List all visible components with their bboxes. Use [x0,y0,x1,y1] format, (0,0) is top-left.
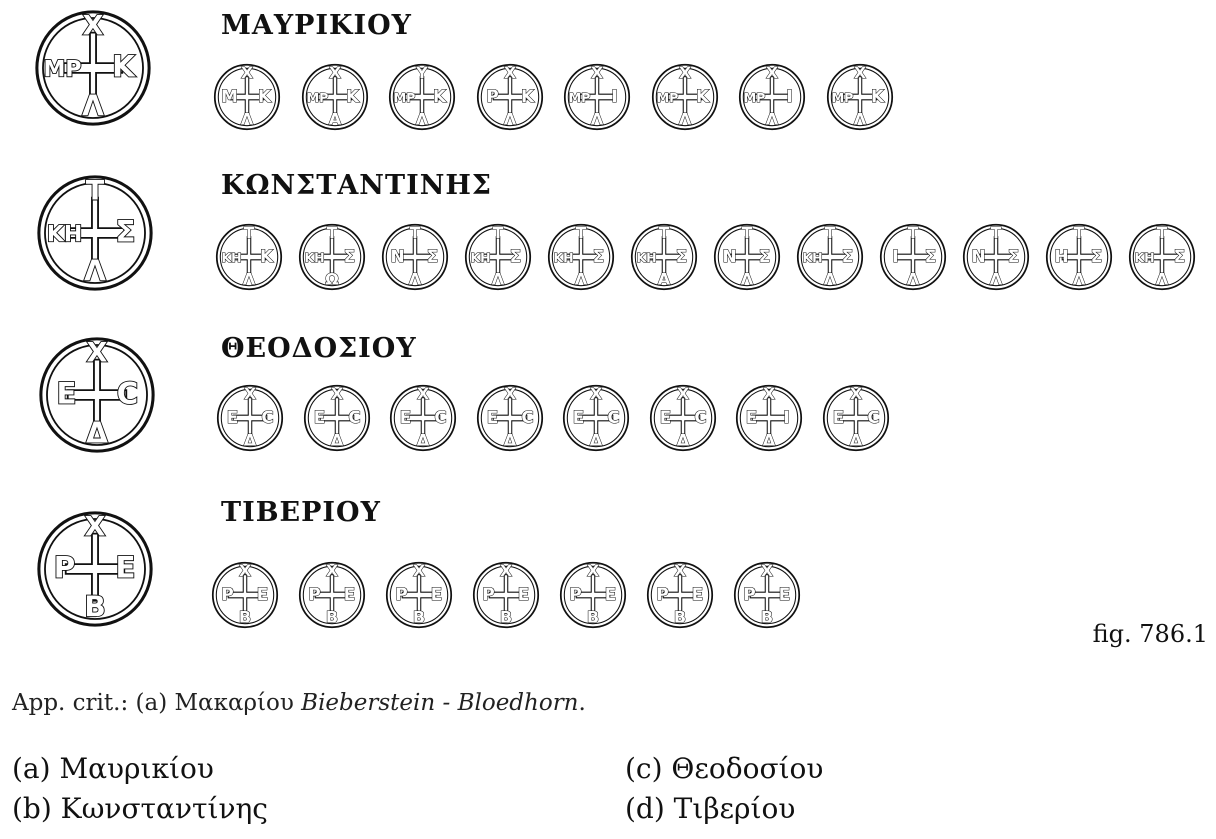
monogram-letter-bottom: Δ [416,430,430,450]
monogram-letter-left: Ε [313,406,325,427]
monogram-variant-row-1 [387,62,457,132]
monogram-variant-row-1 [737,62,807,132]
monogram-variant-row-4 [732,560,802,630]
monogram-letter-top: Χ [761,561,773,580]
monogram-letter-right: Κ [432,85,447,106]
monogram-letter-bottom: Λ [503,109,516,129]
app-crit-prefix: App. crit.: (a) Μακαρίου [12,690,294,716]
monogram-main-row-1 [32,7,154,129]
monogram-letter-left: Μ [221,85,238,106]
monogram-letter-top: Χ [766,63,778,82]
monogram-variant-row-2 [380,222,450,292]
monogram-letter-top: Τ [85,175,105,207]
monogram-letter-top: Χ [591,63,603,82]
monogram-variant-row-4 [384,560,454,630]
monogram-letter-bottom: Δ [676,430,689,450]
monogram-letter-right: Ε [256,583,269,604]
monogram-letter-bottom: Λ [906,269,920,289]
monogram-letter-right: С [116,376,139,411]
monogram-letter-left: ΚΗ [221,249,242,265]
monogram-letter-bottom: Λ [765,109,779,129]
monogram-variant-row-2 [546,222,616,292]
monogram-letter-bottom: Β [499,607,513,627]
monogram-letter-bottom: Δ [330,430,343,450]
monogram-letter-left: ΜΡ [831,89,853,105]
monogram-letter-right: Ι [783,406,790,427]
monogram-letter-bottom: Λ [574,269,588,289]
monogram-letter-left: Η [1054,245,1069,266]
monogram-letter-bottom: Λ [1072,269,1086,289]
monogram-letter-top: Τ [1156,223,1168,242]
monogram-main-row-2 [34,172,156,294]
monogram-letter-right: С [261,406,274,427]
monogram-letter-right: Σ [841,245,854,266]
monogram-letter-top: Χ [86,337,108,369]
monogram-letter-bottom: Ω [325,269,339,289]
app-crit-suffix: . [578,690,586,716]
monogram-letter-top: Χ [417,384,429,403]
monogram-letter-right: С [520,406,534,427]
monogram-letter-right: Ε [691,583,704,604]
monogram-letter-top: Τ [1073,223,1085,242]
monogram-variant-row-1 [300,62,370,132]
monogram-letter-left: ΚΗ [470,249,491,265]
monogram-variant-row-3 [475,383,545,453]
monogram-letter-bottom: Β [84,590,106,624]
monogram-letter-left: Ρ [485,85,499,106]
monogram-letter-left: ΚΗ [304,249,325,265]
monogram-letter-bottom: Λ [853,109,866,129]
monogram-letter-top: Υ [416,63,428,82]
monogram-letter-right: Σ [1090,245,1103,266]
monogram-variant-row-2 [1127,222,1197,292]
monogram-letter-right: С [693,406,707,427]
monogram-letter-left: Ρ [221,583,234,604]
monogram-letter-top: Χ [853,63,866,82]
monogram-letter-top: Τ [907,223,919,242]
monogram-variant-row-1 [212,62,282,132]
monogram-letter-bottom: Β [238,607,252,627]
monogram-variant-row-2 [1044,222,1114,292]
monogram-letter-left: ΚΗ [802,249,823,265]
monogram-letter-bottom: Α [328,109,341,129]
monogram-letter-top: Χ [678,63,691,82]
monogram-letter-left: Ν [390,245,405,266]
monogram-letter-top: Χ [763,384,775,403]
monogram-letter-right: Ε [430,583,443,604]
monogram-letter-bottom: Δ [589,430,603,450]
monogram-letter-right: Κ [112,49,135,84]
monogram-variant-row-4 [297,560,367,630]
monogram-letter-right: Κ [259,245,274,266]
monogram-letter-bottom: Δ [849,430,862,450]
monogram-variant-row-4 [558,560,628,630]
monogram-letter-right: Ι [611,85,618,106]
monogram-letter-bottom: Δ [503,430,516,450]
monogram-variant-row-1 [825,62,895,132]
monogram-variant-row-4 [210,560,280,630]
monogram-letter-left: Ε [745,406,758,427]
monogram-variant-row-2 [878,222,948,292]
monogram-variant-row-2 [214,222,284,292]
monogram-letter-top: Χ [849,384,862,403]
monogram-letter-right: Ε [604,583,617,604]
monogram-variant-row-3 [821,383,891,453]
monogram-letter-right: Σ [675,245,688,266]
monogram-letter-right: Κ [870,85,884,106]
monogram-letter-top: Τ [575,223,587,242]
monogram-letter-bottom: Α [657,269,671,289]
monogram-letter-bottom: Λ [240,109,254,129]
monogram-letter-right: С [607,406,620,427]
reading-b: (b) Κωνσταντίνης [12,792,268,825]
monogram-variant-row-3 [734,383,804,453]
monogram-letter-left: Ν [971,245,986,266]
monogram-letter-right: Ε [517,583,530,604]
monogram-variant-row-2 [795,222,865,292]
monogram-letter-left: ΚΗ [636,249,657,265]
figure-label: fig. 786.1 [1092,620,1208,648]
monogram-letter-bottom: Δ [86,416,108,450]
monogram-letter-left: Ε [832,406,844,427]
monogram-letter-top: Χ [503,384,516,403]
monogram-letter-bottom: Λ [678,109,691,129]
monogram-letter-bottom: Β [325,607,339,627]
monogram-variant-row-2 [463,222,533,292]
monogram-letter-left: Ε [659,406,671,427]
monogram-letter-left: Ι [892,245,899,266]
monogram-letter-bottom: Λ [491,269,505,289]
monogram-variant-row-1 [562,62,632,132]
monogram-letter-left: Ε [56,376,77,411]
monogram-main-row-3 [36,334,158,456]
monogram-letter-right: Σ [758,245,771,266]
monogram-letter-left: Ν [722,245,737,266]
monogram-letter-left: ΚΗ [1134,249,1155,265]
monogram-letter-bottom: Λ [84,254,106,288]
reading-d: (d) Τιβερίου [625,792,796,825]
monogram-letter-bottom: Β [673,607,687,627]
monogram-letter-bottom: Β [760,607,774,627]
monogram-letter-left: ΚΗ [46,222,83,248]
row-title-mavrikiou: ΜΑΥΡΙΚΙΟΥ [221,10,412,41]
reading-c: (c) Θεοδοσίου [625,752,824,785]
monogram-letter-right: Σ [343,245,356,266]
monogram-letter-right: Κ [695,85,709,106]
monogram-variant-row-2 [629,222,699,292]
monogram-letter-right: Σ [509,245,522,266]
monogram-variant-row-2 [712,222,782,292]
monogram-letter-right: Σ [592,245,605,266]
monogram-letter-top: Τ [326,223,338,242]
monogram-letter-left: Ε [226,406,239,427]
monogram-letter-top: Χ [330,384,343,403]
monogram-letter-left: Ρ [569,583,582,604]
row-title-tiberiou: ΤΙΒΕΡΙΟΥ [221,497,381,528]
monogram-letter-bottom: Β [586,607,600,627]
monogram-letter-top: Χ [239,561,251,580]
monogram-letter-right: Σ [115,214,136,249]
monogram-letter-bottom: Λ [590,109,604,129]
monogram-variant-row-1 [475,62,545,132]
monogram-letter-top: Τ [741,223,753,242]
monogram-letter-top: Χ [674,561,686,580]
monogram-letter-left: Ρ [743,583,756,604]
monogram-variant-row-4 [645,560,715,630]
monogram-letter-right: Σ [924,245,937,266]
monogram-letter-bottom: Λ [242,269,256,289]
monogram-letter-right: Κ [257,85,272,106]
monogram-letter-right: Ε [778,583,791,604]
monogram-letter-right: С [347,406,361,427]
monogram-letter-top: Χ [500,561,512,580]
monogram-letter-right: Ε [115,550,136,585]
app-crit-authors: Bieberstein - Bloedhorn [301,690,579,716]
row-title-theodosiou: ΘΕΟΔΟΣΙΟΥ [221,333,417,364]
monogram-letter-top: Τ [492,223,504,242]
monogram-variant-row-4 [471,560,541,630]
monogram-letter-left: Ρ [53,550,76,585]
monogram-letter-bottom: Λ [740,269,754,289]
monogram-variant-row-3 [561,383,631,453]
monogram-letter-left: Ρ [656,583,669,604]
monogram-letter-left: Ε [486,406,498,427]
monogram-variant-row-3 [648,383,718,453]
monogram-letter-bottom: Λ [1155,269,1169,289]
row-title-konstantinis: ΚΩΝΣΤΑΝΤΙΝΗΣ [221,170,492,201]
monogram-letter-top: Τ [990,223,1002,242]
monogram-letter-top: Χ [590,384,602,403]
monogram-letter-left: ΜΡ [306,89,328,105]
monogram-letter-right: С [434,406,447,427]
monogram-letter-bottom: Δ [762,430,776,450]
monogram-letter-top: Τ [658,223,670,242]
monogram-letter-bottom: Λ [989,269,1003,289]
monogram-letter-left: Ρ [395,583,408,604]
apparatus-criticus [12,690,586,716]
monogram-letter-right: Κ [520,85,534,106]
monogram-letter-right: Κ [345,85,359,106]
monogram-letter-top: Χ [328,63,341,82]
monogram-letter-left: Ρ [482,583,495,604]
monogram-letter-top: Χ [244,384,256,403]
monogram-letter-bottom: Δ [243,430,257,450]
monogram-letter-top: Χ [413,561,425,580]
monogram-letter-right: С [866,406,880,427]
monogram-letter-right: Ι [786,85,793,106]
monogram-letter-right: Ε [343,583,356,604]
monogram-variant-row-3 [388,383,458,453]
monogram-letter-top: Χ [503,63,516,82]
monogram-letter-bottom: Λ [408,269,422,289]
monogram-variant-row-3 [302,383,372,453]
monogram-letter-top: Χ [587,561,599,580]
monogram-main-row-4 [34,508,156,630]
monogram-variant-row-1 [650,62,720,132]
monogram-letter-top: Χ [676,384,689,403]
monogram-letter-left: Ε [399,406,412,427]
monogram-letter-left: ΚΗ [553,249,574,265]
monogram-variant-row-2 [297,222,367,292]
monogram-letter-top: Τ [824,223,836,242]
monogram-letter-right: Σ [1007,245,1020,266]
monogram-variant-row-2 [961,222,1031,292]
reading-a: (a) Μαυρικίου [12,752,214,785]
monogram-variant-row-3 [215,383,285,453]
monogram-letter-top: Χ [241,63,253,82]
monogram-letter-left: ΜΡ [393,89,416,105]
monogram-letter-top: Τ [409,223,421,242]
monogram-letter-left: ΜΡ [743,89,766,105]
monogram-letter-left: Ε [572,406,585,427]
monogram-letter-left: Ρ [308,583,321,604]
monogram-letter-left: ΜΡ [43,57,82,83]
monogram-letter-bottom: Λ [82,89,104,123]
monogram-letter-top: Χ [326,561,338,580]
monogram-letter-top: Χ [82,10,104,42]
monogram-letter-left: ΜΡ [656,89,678,105]
monogram-letter-right: Σ [1173,245,1186,266]
monogram-letter-top: Χ [84,511,106,543]
monogram-letter-bottom: Λ [823,269,837,289]
monogram-letter-top: Τ [243,223,255,242]
monogram-letter-bottom: Λ [415,109,429,129]
monogram-letter-bottom: Β [412,607,426,627]
monogram-letter-left: ΜΡ [568,89,591,105]
monogram-letter-right: Σ [426,245,439,266]
